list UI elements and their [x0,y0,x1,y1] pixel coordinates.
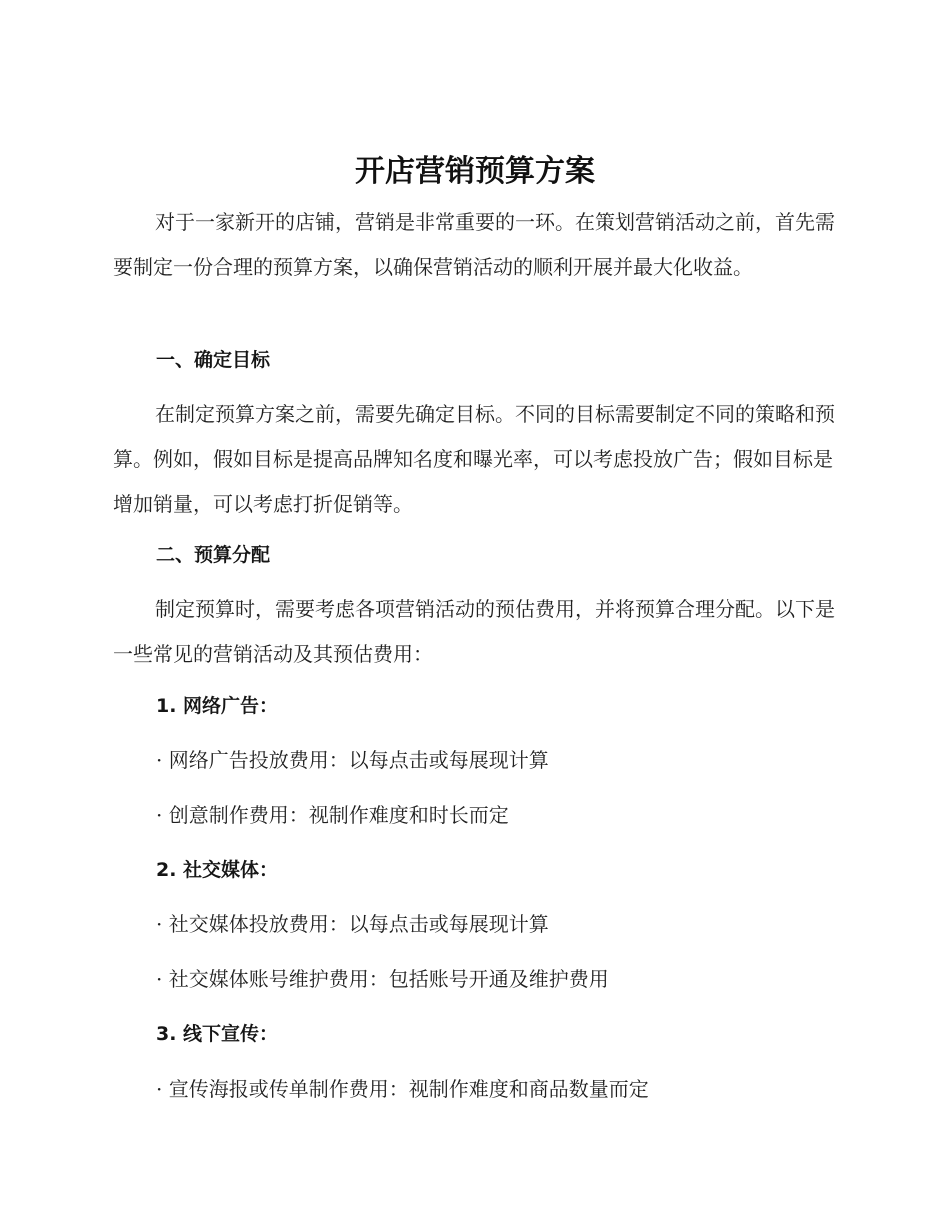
item-heading-offline-promo: 3. 线下宣传： [156,1023,279,1045]
item-heading-social-media: 2. 社交媒体： [156,859,279,881]
bullet-offline-poster: · 宣传海报或传单制作费用：视制作难度和商品数量而定 [156,1077,649,1101]
section-heading-budget: 二、预算分配 [156,544,271,566]
intro-paragraph: 对于一家新开的店铺，营销是非常重要的一环。在策划营销活动之前，首先需要制定一份合理的预算方案，以确保营销活动的顺利开展并最大化收益。 [113,210,835,279]
bullet-online-ads-creative: · 创意制作费用：视制作难度和时长而定 [156,803,509,827]
bullet-social-placement: · 社交媒体投放费用：以每点击或每展现计算 [156,912,549,936]
bullet-social-account: · 社交媒体账号维护费用：包括账号开通及维护费用 [156,967,609,991]
section-body-budget: 制定预算时，需要考虑各项营销活动的预估费用，并将预算合理分配。以下是一些常见的营销活动及其预估费用： [113,597,835,666]
item-heading-online-ads: 1. 网络广告： [156,695,279,717]
section-heading-goal: 一、确定目标 [156,349,271,371]
document-title: 开店营销预算方案 [355,154,595,189]
section-body-goal: 在制定预算方案之前，需要先确定目标。不同的目标需要制定不同的策略和预算。例如，假如目标是提高品牌知名度和曝光率，可以考虑投放广告；假如目标是增加销量，可以考虑打折促销等。 [113,402,835,516]
bullet-online-ads-placement: · 网络广告投放费用：以每点击或每展现计算 [156,748,549,772]
